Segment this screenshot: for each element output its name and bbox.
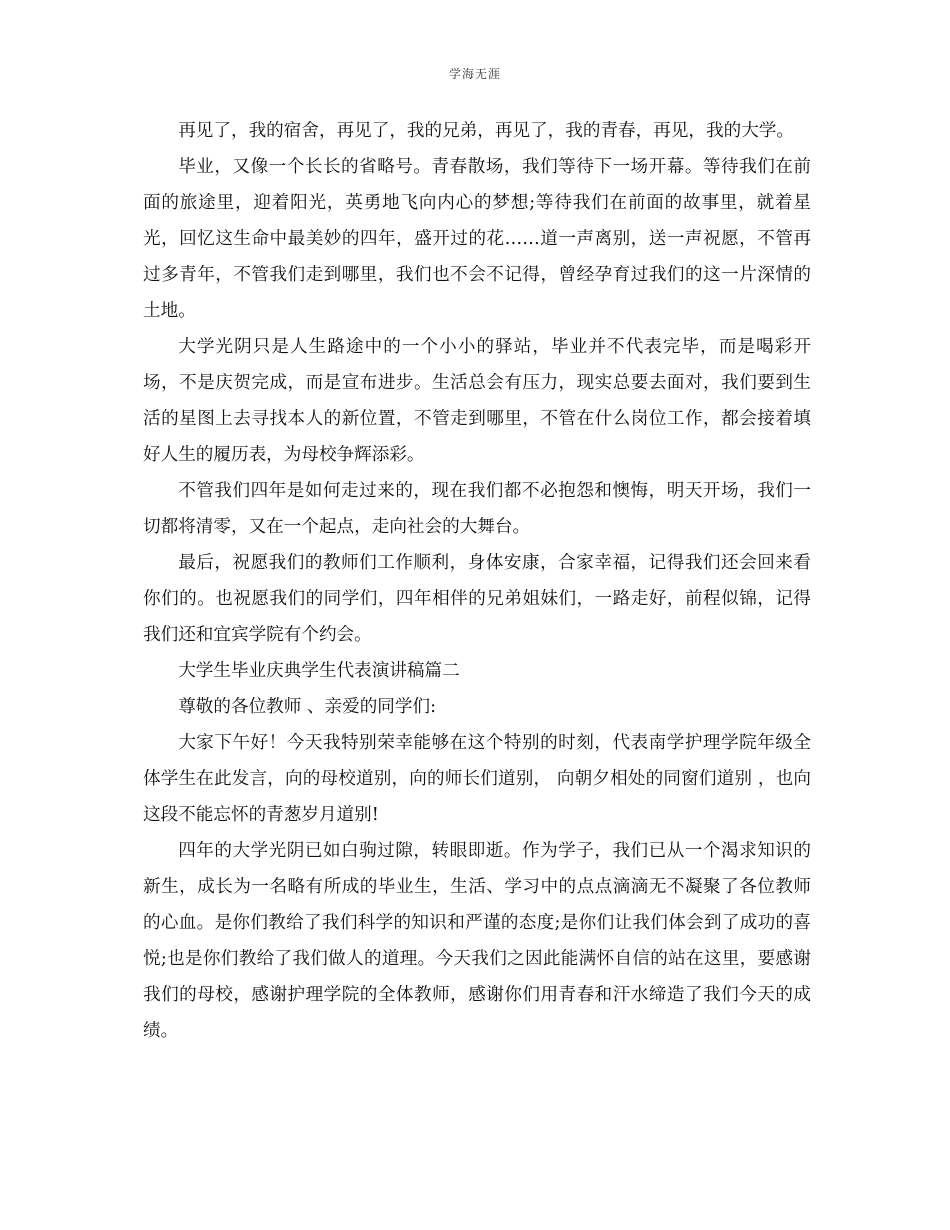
paragraph: 大家下午好！今天我特别荣幸能够在这个特别的时刻，代表南学护理学院年级全体学生在此发言，向的母校道别，向的师长们道别， 向朝夕相处的同窗们道别 ，也向这段不能忘怀的青葱岁月道别! (143, 733, 811, 825)
paragraph: 不管我们四年是如何走过来的，现在我们都不必抱怨和懊悔，明天开场，我们一切都将清零，又在一个起点，走向社会的大舞台。 (143, 481, 811, 537)
page-header: 学海无涯 (448, 67, 501, 81)
document-body (143, 113, 811, 1049)
paragraph: 再见了，我的宿舍，再见了，我的兄弟，再见了，我的青春，再见，我的大学。 (178, 121, 794, 141)
paragraph: 四年的大学光阴已如白驹过隙，转眼即逝。作为学子，我们已从一个渴求知识的新生，成长为一名略有所成的毕业生，生活、学习中的点点滴滴无不凝聚了各位教师的心血。是你们教给了我们科学的知识和严谨的态度;是你们让我们体会到了成功的喜悦;也是你们教给了我们做人的道理。今天我们之因此能满怀自信的站在这里，要感谢我们的母校，感谢护理学院的全体教师，感谢你们用青春和汗水缔造了我们今天的成绩。 (143, 841, 811, 1041)
paragraph: 毕业，又像一个长长的省略号。青春散场，我们等待下一场开幕。等待我们在前面的旅途里，迎着阳光，英勇地飞向内心的梦想;等待我们在前面的故事里，就着星光，回忆这生命中最美妙的四年，盛开过的花……道一声离别，送一声祝愿，不管再过多青年，不管我们走到哪里，我们也不会不记得，曾经孕育过我们的这一片深情的土地。 (143, 157, 811, 321)
salutation: 尊敬的各位教师 、亲爱的同学们: (178, 697, 437, 717)
paragraph: 大学光阴只是人生路途中的一个小小的驿站，毕业并不代表完毕，而是喝彩开场，不是庆贺完成，而是宣布进步。生活总会有压力，现实总要去面对，我们要到生活的星图上去寻找本人的新位置，不管走到哪里，不管在什么岗位工作，都会接着填好人生的履历表，为母校争辉添彩。 (143, 337, 811, 465)
section-heading: 大学生毕业庆典学生代表演讲稿篇二 (178, 661, 460, 681)
paragraph: 最后，祝愿我们的教师们工作顺利，身体安康，合家幸福，记得我们还会回来看你们的。也祝愿我们的同学们，四年相伴的兄弟姐妹们，一路走好，前程似锦，记得我们还和宜宾学院有个约会。 (143, 553, 811, 645)
